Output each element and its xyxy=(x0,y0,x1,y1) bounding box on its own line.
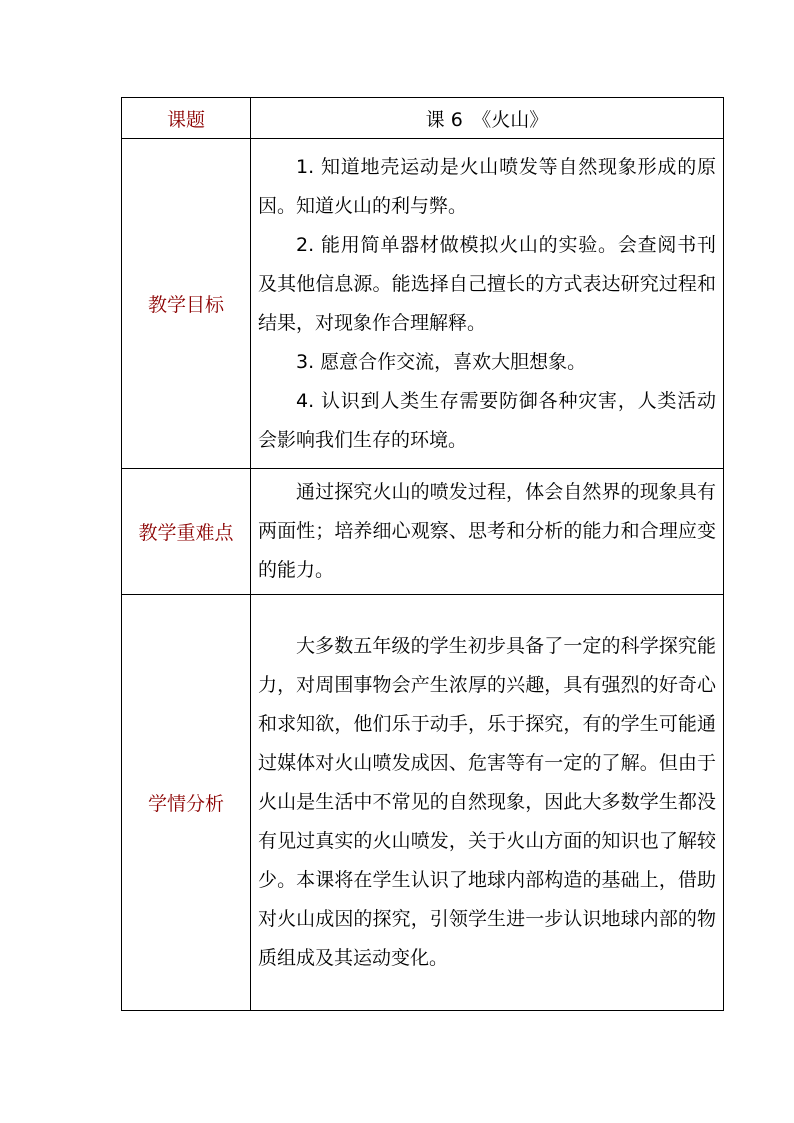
key-points-content xyxy=(251,469,724,595)
objective-item: 3. 愿意合作交流，喜欢大胆想象。 xyxy=(296,350,587,373)
row-key-points xyxy=(122,469,724,595)
lesson-plan-table xyxy=(121,97,724,1011)
objective-item: 1. 知道地壳运动是火山喷发等自然现象形成的原因。知道火山的利与弊。 xyxy=(258,155,716,217)
objective-item: 2. 能用简单器材做模拟火山的实验。会查阅书刊及其他信息源。能选择自己擅长的方式表达研究过程和结果，对现象作合理解释。 xyxy=(258,233,716,334)
lesson-title: 课 6 《火山》 xyxy=(251,98,724,139)
objectives-content xyxy=(251,139,724,469)
objective-item: 4. 认识到人类生存需要防御各种灾害，人类活动会影响我们生存的环境。 xyxy=(258,389,716,451)
key-points-text: 通过探究火山的喷发过程，体会自然界的现象具有两面性；培养细心观察、思考和分析的能力和合理应变的能力。 xyxy=(258,481,716,581)
row-analysis xyxy=(122,595,724,1011)
analysis-content xyxy=(251,595,724,1011)
objectives-label: 教学目标 xyxy=(122,139,251,469)
row-topic xyxy=(122,98,724,139)
analysis-label: 学情分析 xyxy=(122,595,251,1011)
row-objectives xyxy=(122,139,724,469)
topic-label: 课题 xyxy=(122,98,251,139)
key-points-label: 教学重难点 xyxy=(122,469,251,595)
analysis-text: 大多数五年级的学生初步具备了一定的科学探究能力，对周围事物会产生浓厚的兴趣，具有强烈的好奇心和求知欲，他们乐于动手，乐于探究，有的学生可能通过媒体对火山喷发成因、危害等有一定的了解。但由于火山是生活中不常见的自然现象，因此大多数学生都没有见过真实的火山喷发，关于火山方面的知识也了解较少。本课将在学生认识了地球内部构造的基础上，借助对火山成因的探究，引领学生进一步认识地球内部的物质组成及其运动变化。 xyxy=(258,635,716,969)
